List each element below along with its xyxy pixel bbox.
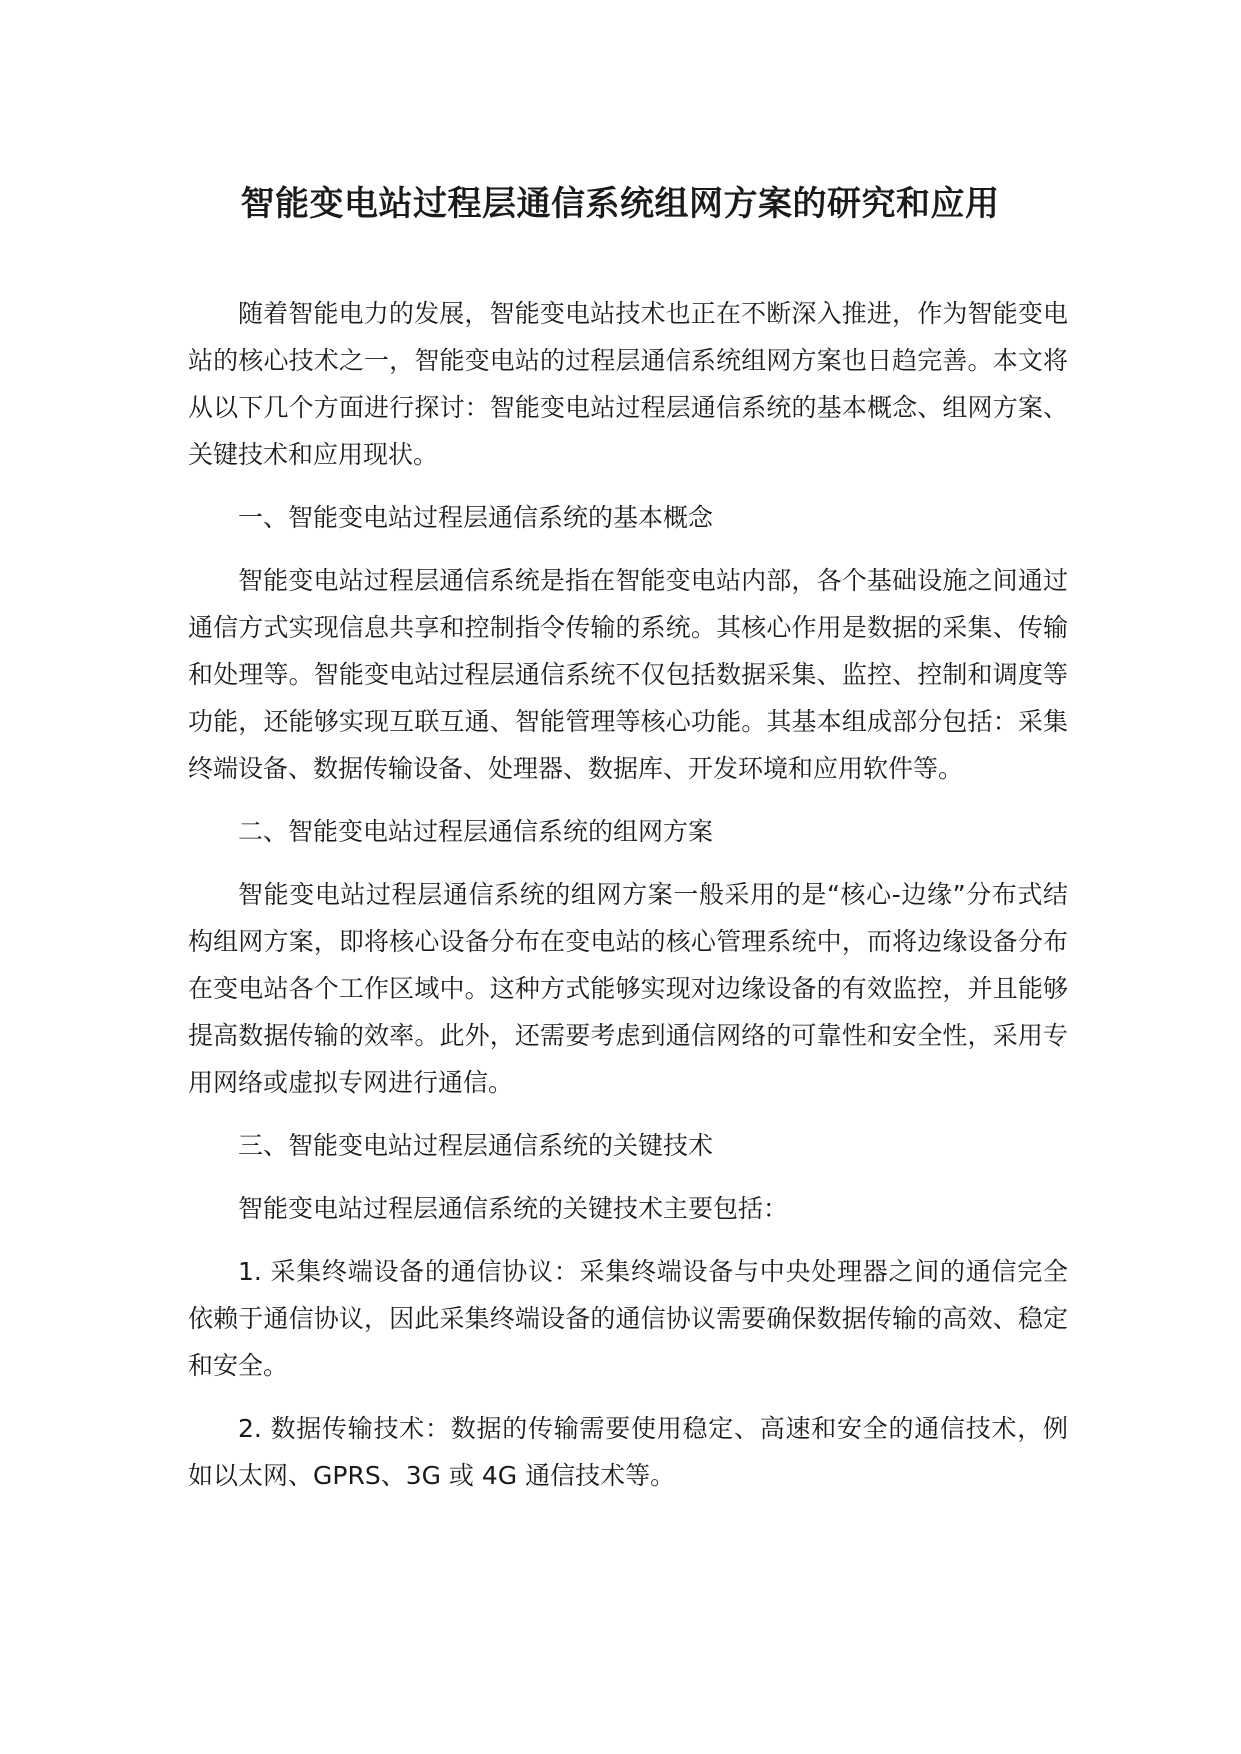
document-title: 智能变电站过程层通信系统组网方案的研究和应用 — [240, 184, 1000, 224]
section-heading-1: 一、智能变电站过程层通信系统的基本概念 — [238, 503, 714, 532]
paragraph-basic-concept: 智能变电站过程层通信系统是指在智能变电站内部，各个基础设施之间通过通信方式实现信息共享和控制指令传输的系统。其核心作用是数据的采集、传输和处理等。智能变电站过程层通信系统不仅包括数据采集、监控、控制和调度等功能，还能够实现互联互通、智能管理等核心功能。其基本组成部分包括：采集终端设备、数据传输设备、处理器、数据库、开发环境和应用软件等。 — [188, 566, 1068, 783]
list-item-protocol: 1. 采集终端设备的通信协议：采集终端设备与中央处理器之间的通信完全依赖于通信协议，因此采集终端设备的通信协议需要确保数据传输的高效、稳定和安全。 — [188, 1257, 1068, 1380]
section-heading-2: 二、智能变电站过程层通信系统的组网方案 — [238, 817, 714, 846]
section-heading-3: 三、智能变电站过程层通信系统的关键技术 — [238, 1131, 714, 1160]
paragraph-key-tech-intro: 智能变电站过程层通信系统的关键技术主要包括： — [238, 1194, 789, 1223]
document-body — [188, 290, 1068, 1515]
list-item-transmission: 2. 数据传输技术：数据的传输需要使用稳定、高速和安全的通信技术，例如以太网、GPRS、3G 或 4G 通信技术等。 — [188, 1414, 1068, 1490]
paragraph-network-scheme: 智能变电站过程层通信系统的组网方案一般采用的是“核心-边缘”分布式结构组网方案，即将核心设备分布在变电站的核心管理系统中，而将边缘设备分布在变电站各个工作区域中。这种方式能够实现对边缘设备的有效监控，并且能够提高数据传输的效率。此外，还需要考虑到通信网络的可靠性和安全性，采用专用网络或虚拟专网进行通信。 — [188, 880, 1068, 1097]
paragraph-intro: 随着智能电力的发展，智能变电站技术也正在不断深入推进，作为智能变电站的核心技术之一，智能变电站的过程层通信系统组网方案也日趋完善。本文将从以下几个方面进行探讨：智能变电站过程层通信系统的基本概念、组网方案、关键技术和应用现状。 — [188, 299, 1068, 469]
